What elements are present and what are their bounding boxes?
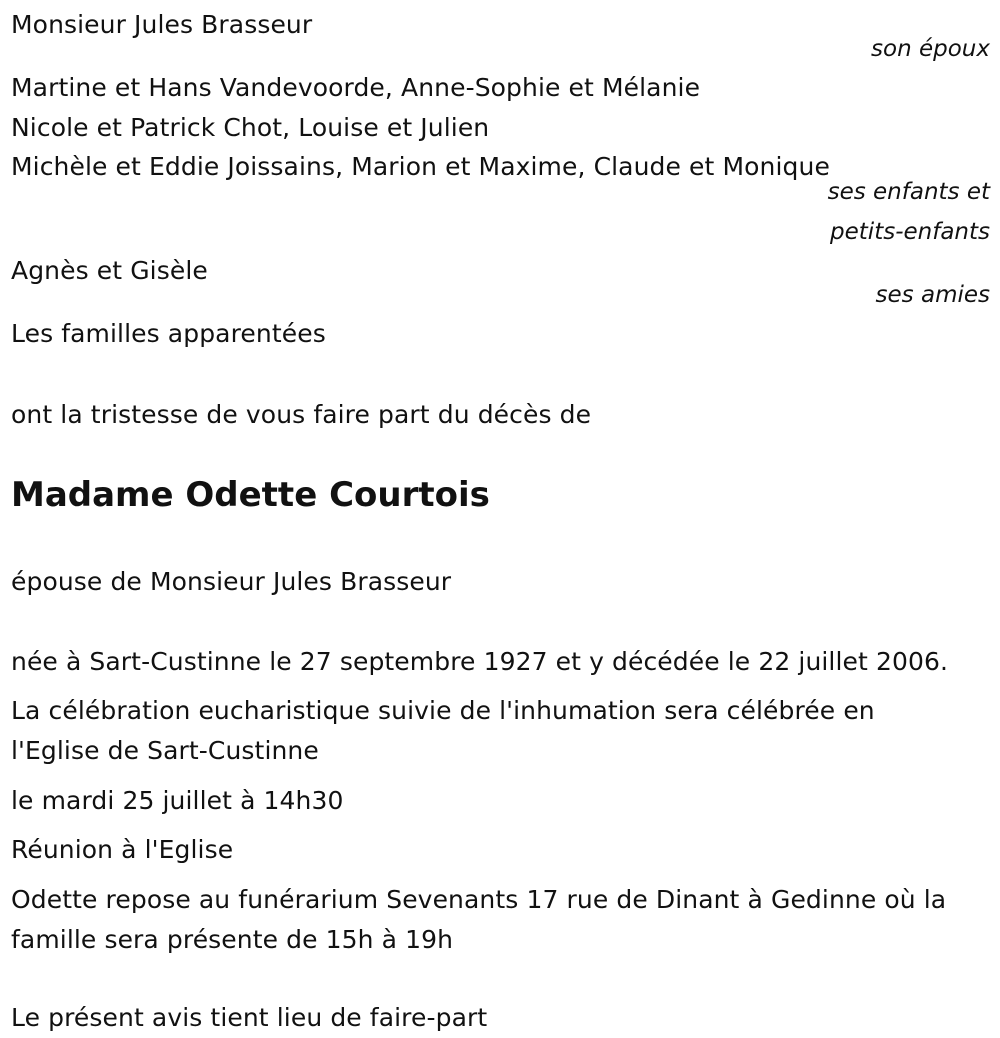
rest-line-2: famille sera présente de 15h à 19h — [11, 925, 454, 954]
children-line-1: Martine et Hans Vandevoorde, Anne-Sophie et Mélanie — [11, 73, 701, 102]
ceremony-line-1: La célébration eucharistique suivie de l'inhumation sera célébrée en — [11, 696, 875, 725]
birth-death-line: née à Sart-Custinne le 27 septembre 1927 et y décédée le 22 juillet 2006. — [11, 647, 949, 676]
notice-line: Le présent avis tient lieu de faire-part — [11, 1003, 488, 1032]
relatives-line: Les familles apparentées — [11, 319, 326, 348]
spouse-role: son époux — [871, 36, 990, 62]
rest-line-1: Odette repose au funérarium Sevenants 17 rue de Dinant à Gedinne où la — [11, 885, 947, 914]
ceremony-line-2: l'Eglise de Sart-Custinne — [11, 736, 319, 765]
friends-names: Agnès et Gisèle — [11, 256, 208, 285]
date-time-line: le mardi 25 juillet à 14h30 — [11, 786, 344, 815]
friends-role: ses amies — [875, 282, 990, 308]
announcement-line: ont la tristesse de vous faire part du décès de — [11, 400, 592, 429]
children-line-2: Nicole et Patrick Chot, Louise et Julien — [11, 113, 490, 142]
spouse-name: Monsieur Jules Brasseur — [11, 10, 313, 39]
spouse-of-line: épouse de Monsieur Jules Brasseur — [11, 567, 452, 596]
children-line-3: Michèle et Eddie Joissains, Marion et Maxime, Claude et Monique — [11, 152, 830, 181]
children-role-line-2: petits-enfants — [830, 219, 990, 245]
deceased-name: Madame Odette Courtois — [11, 475, 490, 515]
meeting-line: Réunion à l'Eglise — [11, 835, 234, 864]
children-role-line-1: ses enfants et — [827, 179, 990, 205]
